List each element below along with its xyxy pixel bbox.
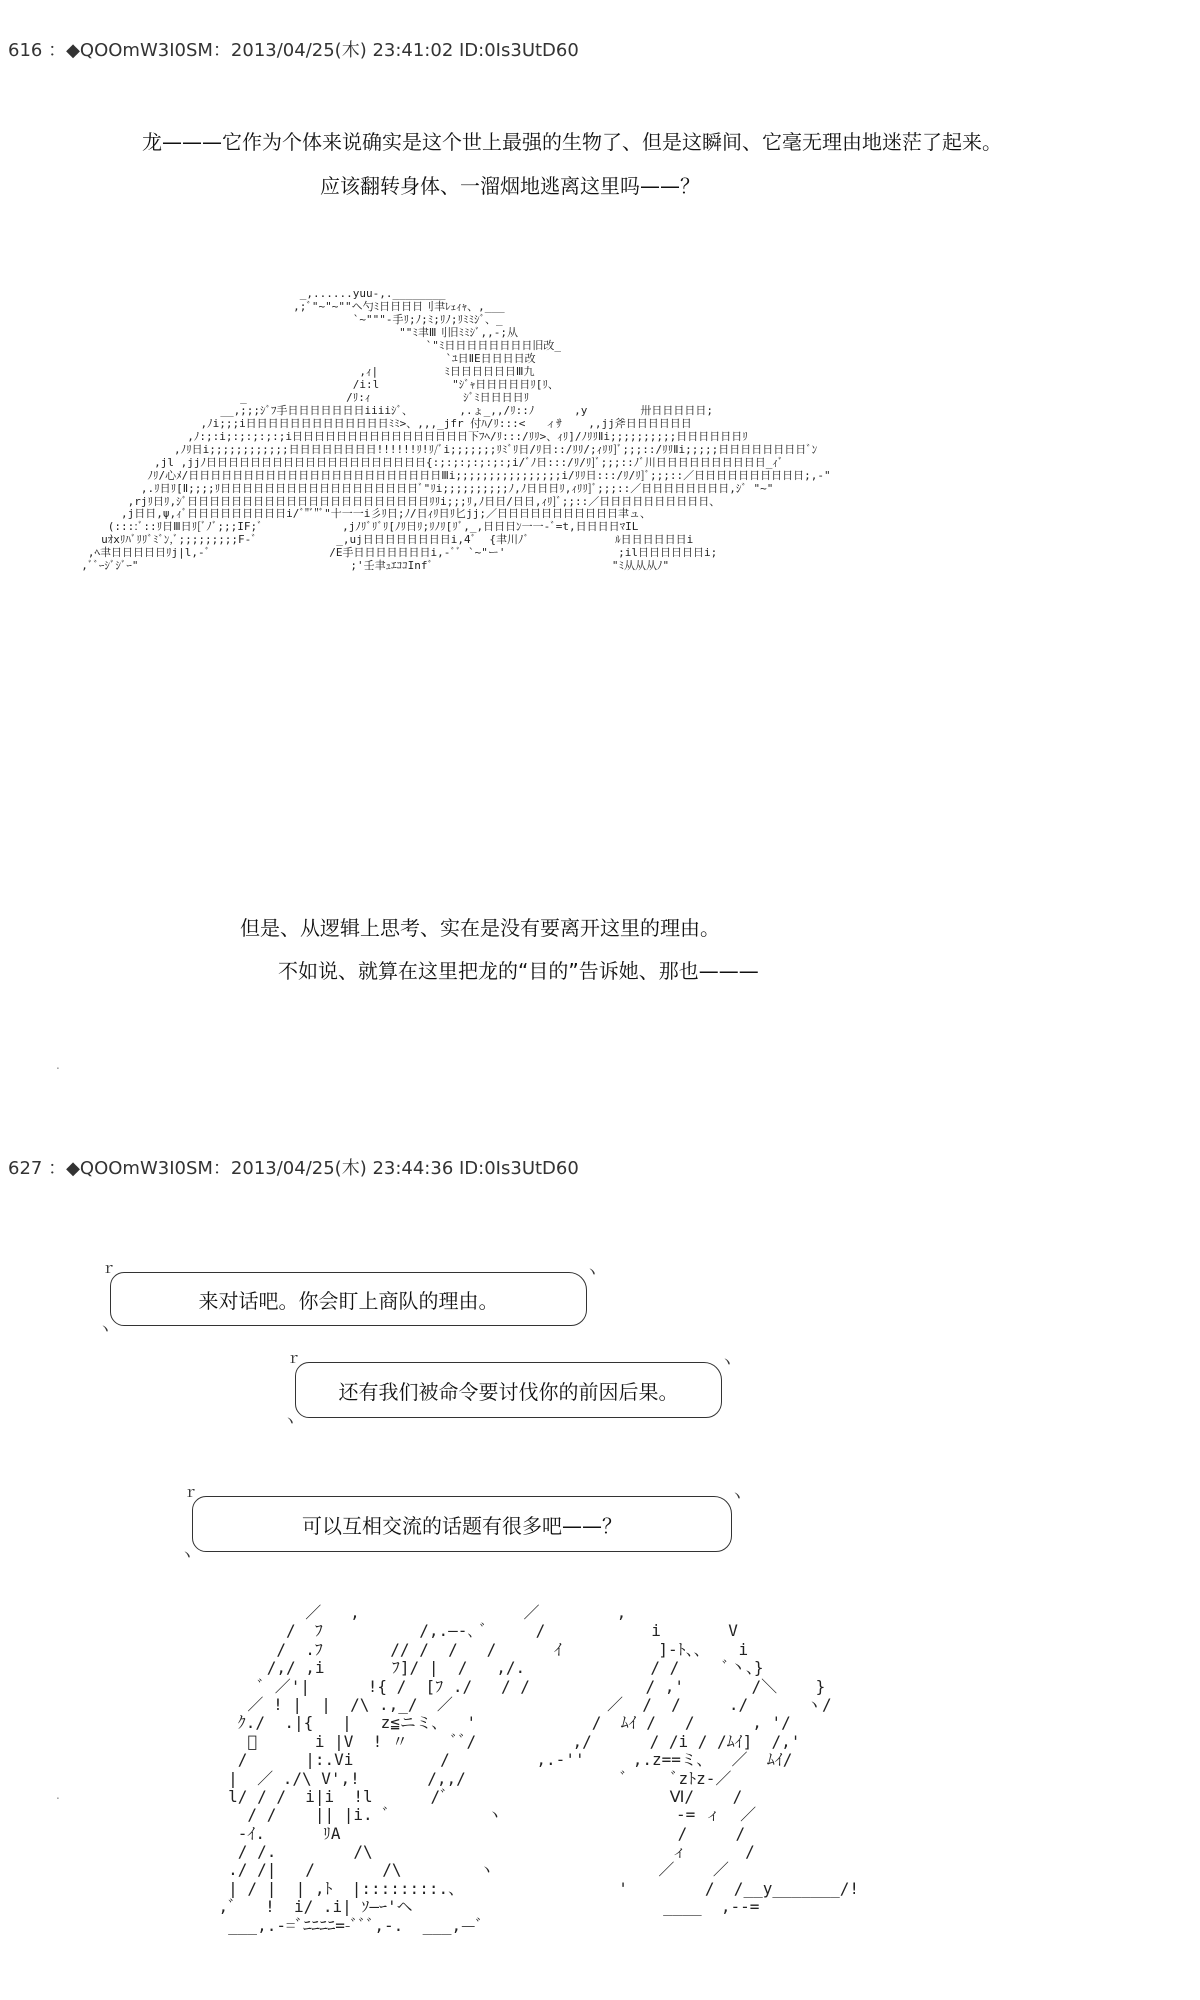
stray-dot: . <box>56 1058 60 1072</box>
speech-bubble <box>183 1483 732 1552</box>
bubble-corner-mark: ヽ ｒ <box>286 1349 302 1367</box>
post-header: 627 ：◆QOOmW3I0SM：2013/04/25(木) 23:44:36 ID:0Is3UtD60 <box>8 1158 579 1179</box>
speech-text: 可以互相交流的话题有很多吧——？ <box>302 1513 622 1538</box>
speech-bubble <box>101 1259 587 1326</box>
speech-text: 来对话吧。你会盯上商队的理由。 <box>198 1288 499 1313</box>
figure-ascii-art: ／ , ／ , / ﾌ /,.—-､ ﾞ / i V / .ﾌ // / / / ｲ ]-ﾄ、、 i /,/ ,i ﾌ]/ | / ,/. / / ﾞ丶、} ﾞ ／'| !{ / [ﾌ ./ / / / ,' /＼ } ／ ! | | /\ .,_/ ／ ／ / / ./ ヽ/ ｸ./ .|{ | z≦ニミ、 ' / ﾑｲ / / , '/ ﾞ i |V ! 〃 ﾞﾞ/ ,/ / /i / /ﾑｲ] /,' / |:.Vi / ,.-'' ,.z==ミ、 ／ ﾑｲ/ | ／ ./\ V',! /,,/ ﾞ ﾞzﾄz-／ l/ / / i|i !l /ﾞ Ⅵ/ / / / || |i. ﾞ ヽ -= ィ ／ -ｲ. ﾘA / / / /. /\ ィ / ./ /| / /\ ヽ ／ ／ | / | | ,ﾄ |::::::::.、 ' / /__y_______/! ,ﾞ ! i/ .i| ｿ—ｰ'ヘ ____ ,--= ___,.-=ﾞﾆﾆﾆﾆ=-ﾞﾞﾞ,-. ___,—ﾞ <box>218 1603 860 1935</box>
bubble-corner-mark: ヽ ｒ <box>101 1259 117 1277</box>
dragon-ascii-art: _,......yuu-,.________ ,;ﾞ"~"~""ヘ勺ﾐ日日日日刂聿ﾚｪｨｬ、,___ `~"""-手ﾘ;ﾉ;ﾐ;ﾘﾉ;ﾘﾐﾐｼﾞ、_ ""ﾐ聿Ⅲ刂旧ﾐﾐｼﾞ,,-;从 `"ﾐ日日日日日日日日旧改_ `ﾕ日ⅡE日日日日改 ,ｨ| ﾐ日日日日日日Ⅲ九 /i:l "ｼﾞｬ日日日日日ﾘ[ﾘ、 _ /ﾘ:ｨ ｼﾞﾐ日日日日ﾘ __,;;;ｼﾞﾌ手日日日日日日日iiiiｼﾞ、 ,.ょ_,,/ﾘ::ﾉ ,y 卅日日日日日; ,ﾉi;;;i日日日日日日日日日日日日日ﾐﾐ>、,,,_jfr 付ﾊ/ﾘ:::< ィｻ ,,jj斧日日日日日日 ,ﾉ:;:i;:;:;:;:;i日日日日日日日日日日日日日日日日下ﾌﾍ/ﾘ:::/ﾘﾘ>、ｨﾘ]/ﾉﾘﾘⅡi;;;;;;;;;;日日日日日日ﾘ ,ﾉﾘ日i;;;;;;;;;;;;日日日日日日日日!!!!!!ﾘ!ﾘ/ﾞi;;;;;;;ﾘﾐﾞﾘ日/ﾘ日::/ﾘﾘ/;ｨﾘﾘ]ﾞ;;;::/ﾘﾘⅡi;;;;;日日日日日日日日ﾞﾝ ,jl ,jjﾉ日日日日日日日日日日日日日日日日日日日日{:;:;:;:;:;:;i/ﾞﾉ日:::/ﾘ/ﾘ]ﾞ;;;::ﾉﾞ川日日日日日日日日日日_ｨﾞ ﾉﾘ/心ﾒ/日日日日日日日日日日日日日日日日日日日日日日日Ⅲi;;;;;;;;;;;;;;;;i/ﾘﾘ日:::/ﾘ/ﾘ]ﾞ;;;::／日日日日日日日日日日;,-" ,.ﾘ日ﾘ[Ⅱ;;;;ﾘ日日日日日日日日日日日日日日日日日日ﾞ"ﾘi;;;;;;;;;;ﾉ,ﾉ日日日ﾘ,ｨﾘﾘ]ﾞ;;;::／日日日日日日日日,ｼﾞ "~" ,rjﾘ日ﾘ,ｼﾞ日日日日日日日日日日日日日日日日日日日日日日ﾘﾘi;;;ﾘ,ﾉ日日/日日,ｨﾘ]ﾞ;;::／日日日日日日日日日日、 ,j日日,ψ,ｨﾞ日日日日日日日日日i/ﾞ"ﾞ"ﾞ"十一一i彡ﾘ日;ﾉ/日ｨﾘ日ﾘ匕jj;／日日日日日日日日日日日聿ュ、 (::::ﾞ::ﾘ日Ⅲ日ﾘ[ﾞﾉﾞ;;;IF;ﾞ ,jﾉﾘﾞﾘﾞﾘ[ﾉﾘ日ﾘ;ﾘﾉﾘ[ﾘﾞ,_,日日日ﾝ一一-ﾞ=t,日日日日ﾏIL uｵxﾘﾊﾞﾘﾘﾞﾐﾞﾝ,ﾞ;;;;;;;;;F-ﾞ _,uj日日日日日日日日i,4ﾞ {聿川ﾉﾞ ﾙ日日日日日日i ,ﾍ聿日日日日日ﾘj|l,-ﾞ /E手日日日日日日日i,-ﾞﾞ `~"ー' ;il日日日日日日i; ,ﾞﾞｰｼﾞｼﾞｰ" ;'壬聿ｭｴｺｺInfﾞ "ﾐ从从从ﾉ" <box>81 287 831 573</box>
speech-bubble <box>286 1349 722 1418</box>
narration-line: 龙———它作为个体来说确实是这个世上最强的生物了、但是这瞬间、它毫无理由地迷茫了起来。 <box>142 130 1002 154</box>
post-header: 616 ：◆QOOmW3I0SM：2013/04/25(木) 23:41:02 ID:0Is3UtD60 <box>8 40 579 61</box>
narration-line: 但是、从逻辑上思考、实在是没有要离开这里的理由。 <box>240 916 720 940</box>
narration-line: 应该翻转身体、一溜烟地逃离这里吗——？ <box>320 174 700 198</box>
bubble-corner-mark: ヽ ｒ <box>183 1483 199 1501</box>
stray-dot: . <box>56 1788 60 1802</box>
speech-text: 还有我们被命令要讨伐你的前因后果。 <box>338 1379 679 1404</box>
narration-line: 不如说、就算在这里把龙的“目的”告诉她、那也——— <box>278 959 759 983</box>
